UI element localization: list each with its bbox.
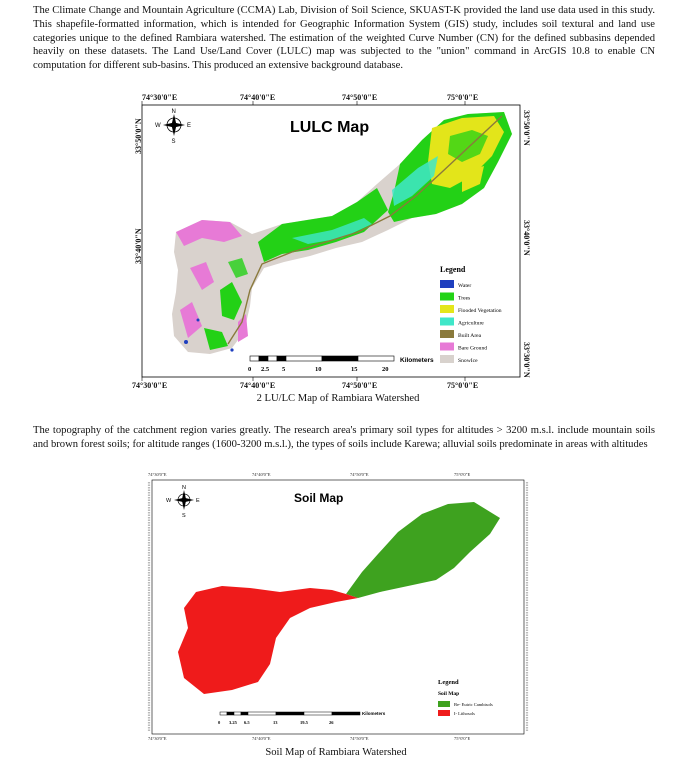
svg-text:10: 10 <box>315 366 322 373</box>
lulc-scale-label: Kilometers <box>400 357 434 364</box>
svg-text:19.5: 19.5 <box>300 720 308 725</box>
legend-label: Built Area <box>458 333 482 339</box>
svg-text:0: 0 <box>248 366 252 373</box>
soil-top-tick: 74°50'0"E <box>350 472 369 477</box>
legend-swatch <box>440 355 454 363</box>
legend-label: I- Lithosols <box>454 711 475 716</box>
lulc-bottom-tick: 75°0'0"E <box>447 381 479 390</box>
svg-text:26: 26 <box>329 720 334 725</box>
legend-label: Water <box>458 283 472 289</box>
soil-top-tick: 74°30'0"E <box>148 472 167 477</box>
soil-bottom-tick: 74°50'0"E <box>350 736 369 741</box>
svg-text:3.25: 3.25 <box>229 720 237 725</box>
legend-swatch <box>438 701 450 707</box>
svg-text:5: 5 <box>282 366 286 373</box>
lulc-top-tick: 74°50'0"E <box>342 93 378 102</box>
lulc-bottom-tick: 74°50'0"E <box>342 381 378 390</box>
lulc-bottom-tick: 74°40'0"E <box>240 381 276 390</box>
soil-legend-subtitle: Soil Map <box>438 691 460 697</box>
legend-label: Trees <box>458 295 471 302</box>
lulc-right-tick: 33°50'0"N <box>522 110 531 146</box>
lulc-right-tick: 33°30'0"N <box>522 342 531 378</box>
soil-legend-title: Legend <box>438 679 459 686</box>
svg-text:S: S <box>182 513 186 519</box>
lulc-top-tick: 74°30'0"E <box>142 93 178 102</box>
svg-text:N: N <box>182 485 186 491</box>
legend-label: Flooded Vegetation <box>458 308 502 314</box>
lulc-right-tick: 33°40'0"N <box>522 220 531 256</box>
soil-scale-label: Kilometers <box>362 711 386 716</box>
soil-bottom-tick: 74°30'0"E <box>148 736 167 741</box>
svg-text:2.5: 2.5 <box>261 366 270 373</box>
figure-caption-soil: Soil Map of Rambiara Watershed <box>265 747 407 758</box>
figure-caption-lulc: 2 LU/LC Map of Rambiara Watershed <box>256 393 420 404</box>
svg-text:15: 15 <box>351 366 358 373</box>
svg-text:E: E <box>187 123 192 129</box>
svg-text:20: 20 <box>382 366 389 373</box>
svg-text:S: S <box>171 139 176 145</box>
svg-text:13: 13 <box>273 720 278 725</box>
paragraph-land-use: The Climate Change and Mountain Agriculture (CCMA) Lab, Division of Soil Science, SKUAST-K provided the land use data used in this study. This shapefile-formatted information, which is intended for Geographic Information System (GIS) study, includes soil textural and land use categories unique to the defined Rambiara watershed. The estimation of the weighted Curve Number (CN) for the defined subbasins depended heavily on these datasets. The Land Use/Land Cover (LULC) map was subjected to the "union" command in ArcGIS 10.8 to enable CN computation for different sub-basins. This produced an extensive background database. <box>33 5 655 72</box>
svg-text:W: W <box>155 123 161 129</box>
soil-bottom-tick: 74°40'0"E <box>252 736 271 741</box>
lulc-left-tick: 33°40'0"N <box>134 228 143 264</box>
legend-label: Bare Ground <box>458 345 488 352</box>
legend-swatch <box>440 330 454 338</box>
legend-label: SnowIce <box>458 358 478 364</box>
legend-label: Be- Eutric Cambisols <box>454 702 493 707</box>
soil-top-tick: 75°0'0"E <box>454 472 471 477</box>
lulc-map-figure <box>132 92 544 392</box>
lulc-map-title: LULC Map <box>290 119 370 136</box>
legend-swatch <box>440 293 454 301</box>
svg-text:6.5: 6.5 <box>244 720 250 725</box>
soil-top-tick: 74°40'0"E <box>252 472 271 477</box>
svg-text:W: W <box>166 498 172 504</box>
legend-label: Agriculture <box>458 320 484 327</box>
svg-text:E: E <box>196 498 200 504</box>
lulc-left-tick: 33°50'0"N <box>134 118 143 154</box>
soil-map-figure <box>140 468 532 742</box>
legend-swatch <box>438 710 450 716</box>
legend-swatch <box>440 305 454 313</box>
svg-text:N: N <box>171 109 176 115</box>
soil-map-title: Soil Map <box>294 491 344 505</box>
legend-swatch <box>440 318 454 326</box>
legend-swatch <box>440 343 454 351</box>
lulc-top-tick: 74°40'0"E <box>240 93 276 102</box>
soil-bottom-tick: 75°0'0"E <box>454 736 471 741</box>
legend-swatch <box>440 280 454 288</box>
lulc-top-tick: 75°0'0"E <box>447 93 479 102</box>
lulc-bottom-tick: 74°30'0"E <box>132 381 168 390</box>
svg-text:0: 0 <box>218 720 221 725</box>
lulc-legend-title: Legend <box>440 265 466 274</box>
paragraph-topography: The topography of the catchment region varies greatly. The research area's primary soil types for altitudes > 3200 m.s.l. include mountain soils and brown forest soils; for altitude ranges (1600-3200 m.s.l.), the types of soils include Karewa; alluvial soils predominate in areas with altitudes <box>33 425 655 450</box>
